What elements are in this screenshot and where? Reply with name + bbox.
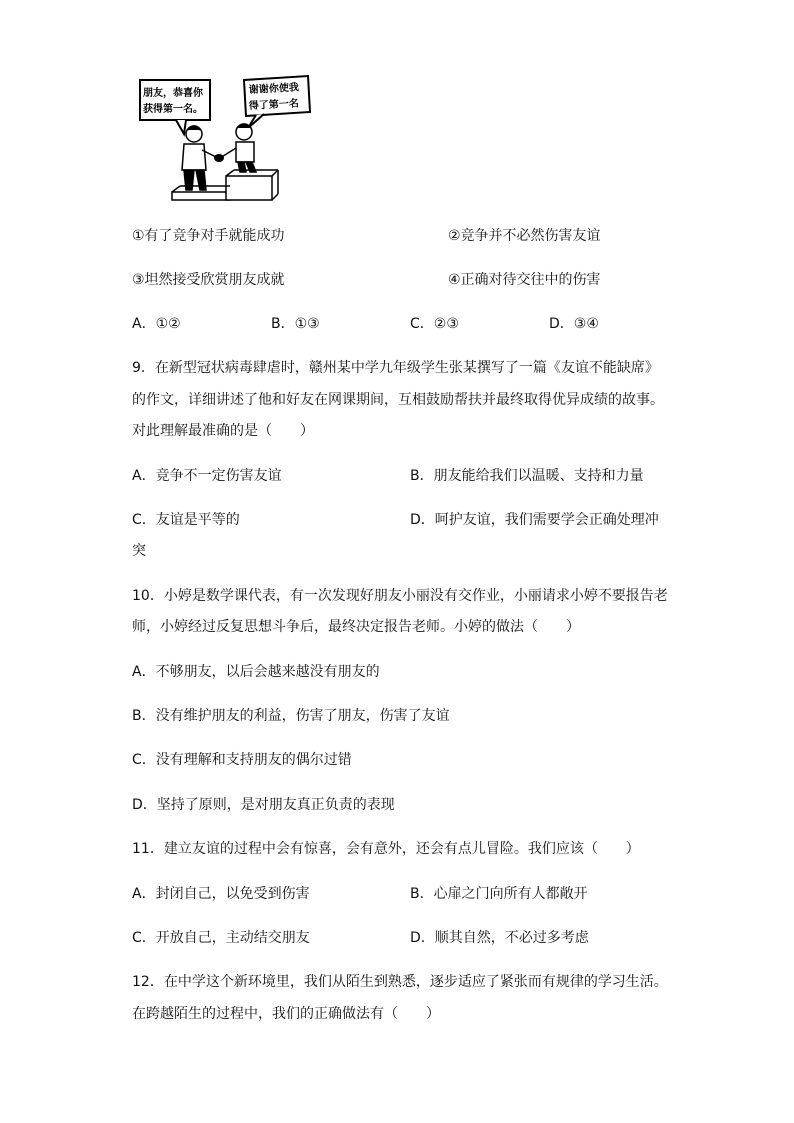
left-bubble-line1: 朋友，恭喜你 (143, 88, 203, 99)
q9-option-d-wrap: 突 (132, 543, 146, 559)
q9-option-b: B．朋友能给我们以温暖、支持和力量 (410, 468, 644, 484)
right-bubble-line2: 得了第一名 (248, 98, 300, 112)
right-person (220, 124, 256, 172)
q10-option-c: C．没有理解和支持朋友的偶尔过错 (132, 752, 352, 768)
q8-option-b: B．①③ (271, 316, 320, 332)
q8-option-d: D．③④ (549, 316, 599, 332)
q8-statement-2: ②竞争并不必然伤害友谊 (448, 228, 601, 244)
q11-option-d: D．顺其自然，不必过多考虑 (410, 930, 589, 946)
q10-option-a: A．不够朋友，以后会越来越没有朋友的 (132, 664, 380, 680)
right-speech-bubble (244, 76, 310, 128)
q8-statement-3: ③坦然接受欣赏朋友成就 (132, 272, 285, 288)
q11-stem-line1: 11．建立友谊的过程中会有惊喜，会有意外，还会有点儿冒险。我们应该（ ） (132, 841, 640, 857)
right-bubble-line1: 谢谢你使我 (248, 82, 300, 96)
friends-handshake-illustration (136, 74, 312, 204)
q12-stem-line1: 12．在中学这个新环境里，我们从陌生到熟悉，逐步适应了紧张而有规律的学习生活。 (132, 974, 668, 990)
left-person (182, 126, 218, 190)
q9-stem-line3: 对此理解最准确的是（ ） (132, 423, 314, 439)
q9-stem-line1: 9．在新型冠状病毒肆虐时，赣州某中学九年级学生张某撰写了一篇《友谊不能缺席》 (132, 360, 659, 376)
q8-statement-1: ①有了竞争对手就能成功 (132, 228, 285, 244)
q9-option-a: A．竞争不一定伤害友谊 (132, 468, 282, 484)
q8-statement-4: ④正确对待交往中的伤害 (448, 272, 601, 288)
q12-stem-line2: 在跨越陌生的过程中，我们的正确做法有（ ） (132, 1006, 440, 1022)
left-bubble-line2: 获得第一名。 (143, 104, 203, 115)
q10-stem-line1: 10．小婷是数学课代表，有一次发现好朋友小丽没有交作业，小丽请求小婷不要报告老 (132, 588, 668, 604)
q8-option-a: A．①② (132, 316, 181, 332)
left-speech-bubble (140, 80, 210, 134)
handshake (214, 154, 224, 162)
q11-option-a: A．封闭自己，以免受到伤害 (132, 886, 310, 902)
q8-option-c: C．②③ (410, 316, 459, 332)
q11-option-c: C．开放自己，主动结交朋友 (132, 930, 310, 946)
q10-option-b: B．没有维护朋友的利益，伤害了朋友，伤害了友谊 (132, 708, 450, 724)
q10-stem-line2: 师，小婷经过反复思想斗争后，最终决定报告老师。小婷的做法（ ） (132, 619, 580, 635)
q9-option-c: C．友谊是平等的 (132, 512, 240, 528)
q11-option-b: B．心扉之门向所有人都敞开 (410, 886, 588, 902)
q9-option-d: D．呵护友谊，我们需要学会正确处理冲 (410, 512, 659, 528)
q9-stem-line2: 的作文，详细讲述了他和好友在网课期间，互相鼓励帮扶并最终取得优异成绩的故事。 (132, 392, 664, 408)
q10-option-d: D．坚持了原则，是对朋友真正负责的表现 (132, 797, 395, 813)
